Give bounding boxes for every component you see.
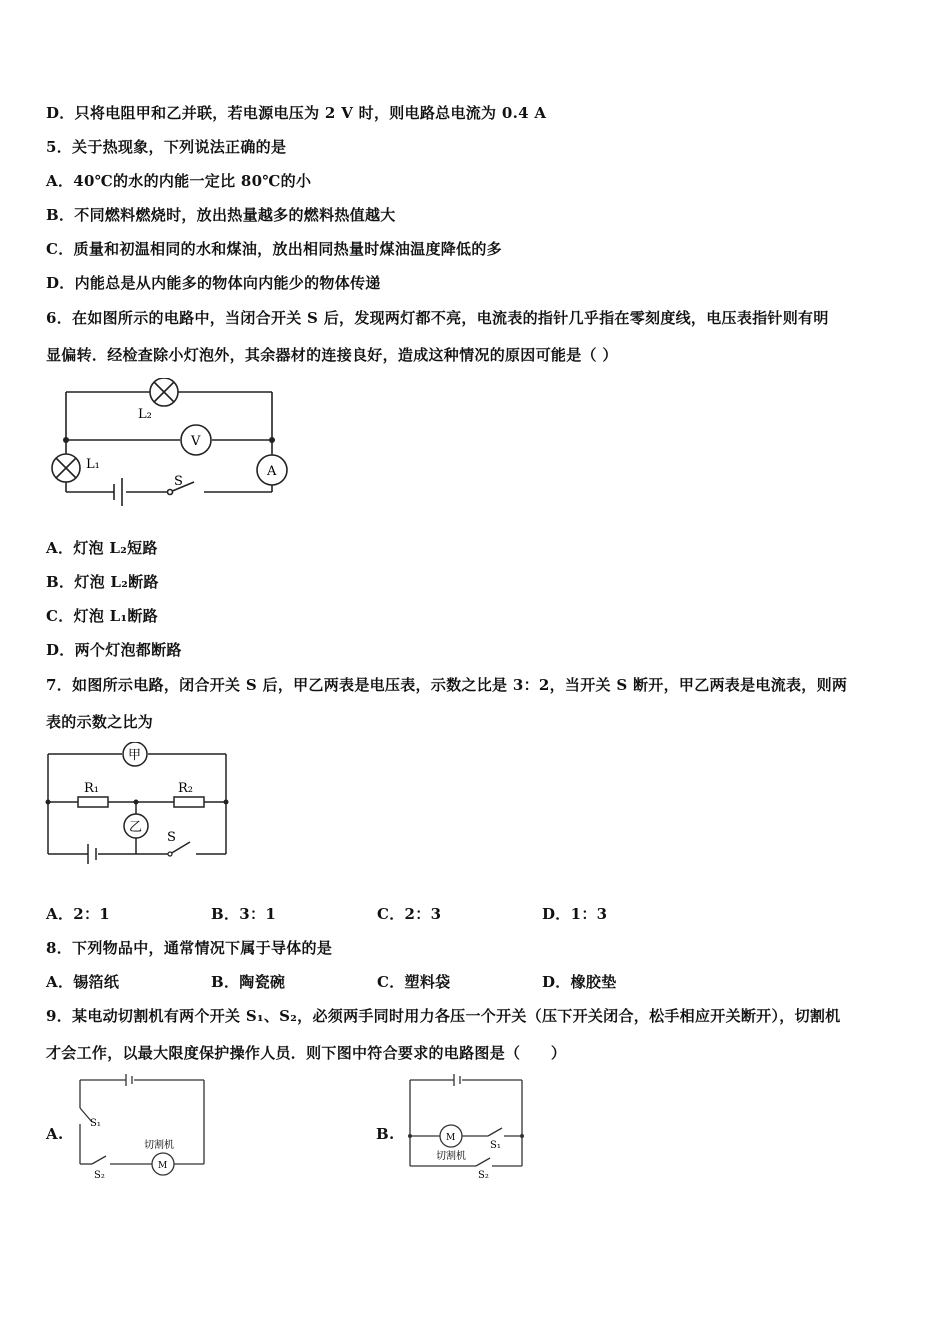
q6-stem-line1: 6．在如图所示的电路中，当闭合开关 S 后，发现两灯都不亮，电流表的指针几乎指在零刻度线，电压表指针则有明 <box>46 309 829 327</box>
voltmeter-label: V <box>191 434 201 449</box>
meter-jia-label: 甲 <box>128 748 142 763</box>
q9-option-b-circuit <box>404 1072 534 1184</box>
s2-label: S₂ <box>478 1170 489 1181</box>
motor-label: M <box>446 1133 456 1143</box>
q9-option-a-label: A. <box>46 1125 64 1143</box>
q5-option-d: D．内能总是从内能多的物体向内能少的物体传递 <box>46 274 381 292</box>
q9-option-b-label: B. <box>376 1125 395 1143</box>
ammeter-label: A <box>267 464 277 479</box>
q7-circuit-diagram <box>44 742 234 864</box>
l2-label: L₂ <box>138 407 152 422</box>
q8-stem: 8．下列物品中，通常情况下属于导体的是 <box>46 939 333 957</box>
q9-option-a-circuit <box>74 1072 214 1184</box>
q7-option-c: C．2：3 <box>377 905 442 923</box>
l1-label: L₁ <box>86 457 100 472</box>
q8-option-c: C．塑料袋 <box>377 973 451 991</box>
q5-option-b: B．不同燃料燃烧时，放出热量越多的燃料热值越大 <box>46 206 396 224</box>
q4-option-d: D．只将电阻甲和乙并联，若电源电压为 2 V 时，则电路总电流为 0.4 A <box>46 104 547 122</box>
q8-option-a: A．锡箔纸 <box>46 973 120 991</box>
q6-option-a: A．灯泡 L₂短路 <box>46 539 158 557</box>
q8-option-d: D．橡胶垫 <box>542 973 617 991</box>
cutter-label: 切割机 <box>436 1151 466 1162</box>
motor-label: M <box>158 1161 168 1171</box>
q6-circuit-diagram <box>44 378 304 508</box>
s2-label: S₂ <box>94 1170 105 1181</box>
switch-label: S <box>167 830 176 845</box>
meter-yi-label: 乙 <box>129 820 143 835</box>
q7-stem-line2: 表的示数之比为 <box>46 713 154 731</box>
q6-option-b: B．灯泡 L₂断路 <box>46 573 159 591</box>
q7-option-b: B．3：1 <box>211 905 277 923</box>
s1-label: S₁ <box>490 1140 501 1151</box>
q9-stem-line1: 9．某电动切割机有两个开关 S₁、S₂，必须两手同时用力各压一个开关（压下开关闭合，松手相应开关断开），切割机 <box>46 1007 841 1025</box>
r1-label: R₁ <box>84 781 99 796</box>
q6-stem-line2: 显偏转．经检查除小灯泡外，其余器材的连接良好，造成这种情况的原因可能是（ ） <box>46 346 618 364</box>
cutter-label: 切割机 <box>144 1140 174 1151</box>
q6-option-c: C．灯泡 L₁断路 <box>46 607 158 625</box>
q5-stem: 5．关于热现象，下列说法正确的是 <box>46 138 287 156</box>
q7-option-a: A．2：1 <box>46 905 111 923</box>
q5-option-c: C．质量和初温相同的水和煤油，放出相同热量时煤油温度降低的多 <box>46 240 502 258</box>
q9-stem-line2: 才会工作，以最大限度保护操作人员．则下图中符合要求的电路图是（ ） <box>46 1044 567 1062</box>
s1-label: S₁ <box>90 1118 101 1129</box>
q6-option-d: D．两个灯泡都断路 <box>46 641 182 659</box>
q7-stem-line1: 7．如图所示电路，闭合开关 S 后，甲乙两表是电压表，示数之比是 3：2，当开关 S 断开，甲乙两表是电流表，则两 <box>46 676 848 694</box>
q5-option-a: A．40℃的水的内能一定比 80℃的小 <box>46 172 312 190</box>
r2-label: R₂ <box>178 781 193 796</box>
switch-label: S <box>174 474 183 489</box>
q8-option-b: B．陶瓷碗 <box>211 973 286 991</box>
q7-option-d: D．1：3 <box>542 905 608 923</box>
